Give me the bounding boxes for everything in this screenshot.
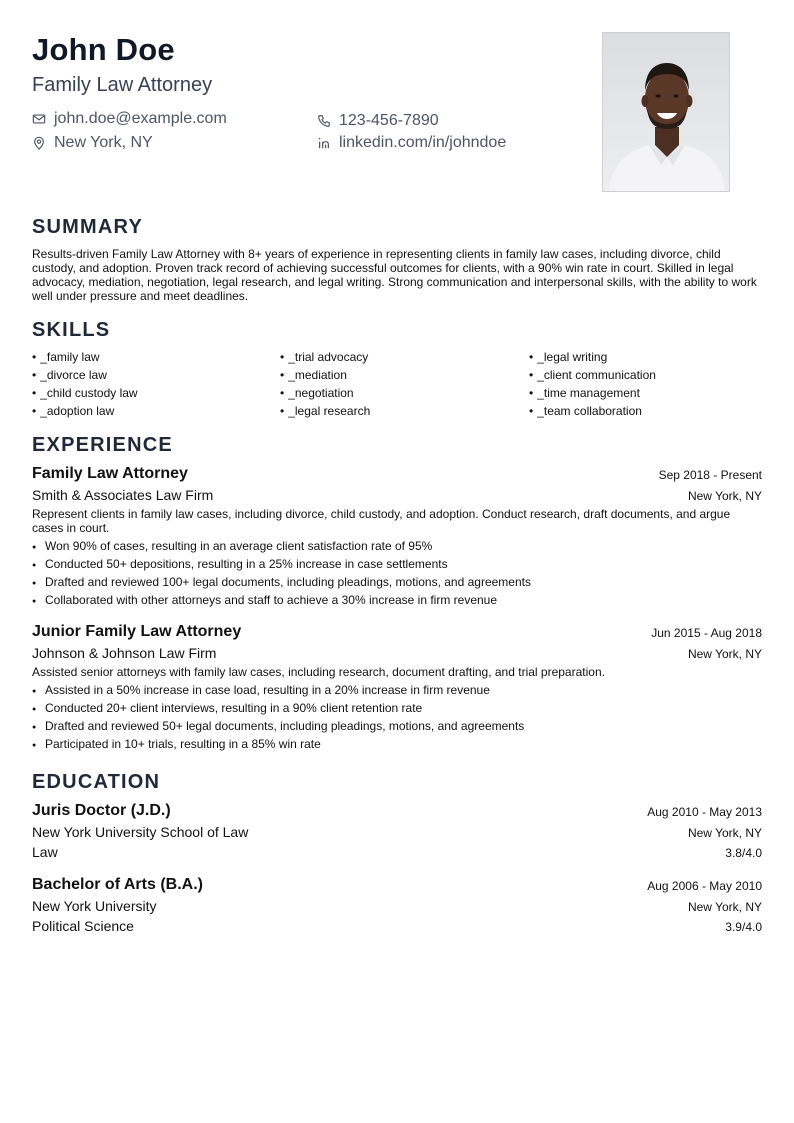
linkedin-icon bbox=[317, 136, 331, 150]
skill-item: • _adoption law bbox=[32, 403, 114, 419]
resume-header bbox=[32, 30, 572, 151]
skill-item: • _legal research bbox=[280, 403, 370, 419]
person-portrait-icon bbox=[603, 33, 730, 192]
job-achievements bbox=[32, 537, 762, 609]
contact-linkedin[interactable] bbox=[317, 132, 506, 154]
education-heading: EDUCATION bbox=[32, 771, 161, 793]
job-description: Assisted senior attorneys with family law cases, including research, document drafting, and trial preparation. bbox=[32, 665, 605, 679]
experience-entry bbox=[32, 622, 762, 757]
achievement-item: ● Drafted and reviewed 50+ legal documents, including pleadings, motions, and agreements bbox=[32, 717, 762, 735]
school-name: New York University School of Law bbox=[32, 824, 249, 840]
job-location: New York, NY bbox=[687, 647, 762, 661]
education-entry bbox=[32, 801, 762, 865]
profile-photo bbox=[602, 32, 730, 192]
job-dates: Jun 2015 - Aug 2018 bbox=[651, 626, 762, 640]
degree-title: Bachelor of Arts (B.A.) bbox=[32, 876, 203, 893]
field-of-study: Political Science bbox=[32, 918, 134, 934]
candidate-title: Family Law Attorney bbox=[32, 74, 213, 96]
skill-item: • _team collaboration bbox=[529, 403, 642, 419]
education-entry bbox=[32, 875, 762, 939]
job-title: Junior Family Law Attorney bbox=[32, 623, 242, 640]
gpa: 3.8/4.0 bbox=[725, 846, 762, 860]
gpa: 3.9/4.0 bbox=[725, 920, 762, 934]
education-dates: Aug 2006 - May 2010 bbox=[647, 879, 762, 893]
mail-icon bbox=[32, 112, 46, 126]
achievement-item: ● Conducted 20+ client interviews, resulting in a 90% client retention rate bbox=[32, 699, 762, 717]
location-text: New York, NY bbox=[54, 134, 153, 151]
experience-entry bbox=[32, 464, 762, 614]
job-company: Johnson & Johnson Law Firm bbox=[32, 645, 217, 661]
degree-title: Juris Doctor (J.D.) bbox=[32, 802, 171, 819]
skill-item: • _child custody law bbox=[32, 385, 138, 401]
contact-email[interactable] bbox=[32, 108, 227, 130]
linkedin-text[interactable]: linkedin.com/in/johndoe bbox=[339, 134, 507, 151]
achievement-item: ● Assisted in a 50% increase in case load, resulting in a 20% increase in firm revenue bbox=[32, 681, 762, 699]
skill-item: • _family law bbox=[32, 349, 100, 365]
skill-item: • _time management bbox=[529, 385, 640, 401]
experience-heading: EXPERIENCE bbox=[32, 434, 173, 456]
achievement-item: ● Drafted and reviewed 100+ legal documents, including pleadings, motions, and agreements bbox=[32, 573, 762, 591]
contact-location bbox=[32, 132, 153, 154]
skill-item: • _divorce law bbox=[32, 367, 107, 383]
field-of-study: Law bbox=[32, 844, 58, 860]
location-pin-icon bbox=[32, 136, 46, 150]
job-achievements bbox=[32, 681, 762, 753]
achievement-item: ● Collaborated with other attorneys and staff to achieve a 30% increase in firm revenue bbox=[32, 591, 762, 609]
achievement-item: ● Conducted 50+ depositions, resulting in a 25% increase in case settlements bbox=[32, 555, 762, 573]
skill-item: • _legal writing bbox=[529, 349, 607, 365]
skills-heading: SKILLS bbox=[32, 319, 111, 341]
achievement-item: ● Won 90% of cases, resulting in an average client satisfaction rate of 95% bbox=[32, 537, 762, 555]
skill-item: • _client communication bbox=[529, 367, 656, 383]
skill-item: • _mediation bbox=[280, 367, 347, 383]
contact-phone[interactable] bbox=[317, 110, 439, 132]
school-name: New York University bbox=[32, 898, 157, 914]
phone-icon bbox=[317, 114, 331, 128]
summary-text: Results-driven Family Law Attorney with 8+ years of experience in representing clients in family law cases, including divorce, child custody, and adoption. Proven track record of achieving successful outcomes for clients, with a 90% win rate in court. Skilled in legal advocacy, mediation, negotiation, legal research, and legal writing. Strong communication and interpersonal skills, with the ability to work well under pressure and meet deadlines. bbox=[32, 247, 757, 303]
achievement-item: ● Participated in 10+ trials, resulting in a 85% win rate bbox=[32, 735, 762, 753]
school-location: New York, NY bbox=[687, 900, 762, 914]
summary-heading: SUMMARY bbox=[32, 216, 143, 238]
email-text[interactable]: john.doe@example.com bbox=[54, 110, 227, 127]
skill-item: • _negotiation bbox=[280, 385, 354, 401]
job-location: New York, NY bbox=[687, 489, 762, 503]
candidate-name: John Doe bbox=[32, 32, 175, 67]
phone-text[interactable]: 123-456-7890 bbox=[339, 112, 439, 129]
skill-item: • _trial advocacy bbox=[280, 349, 368, 365]
job-dates: Sep 2018 - Present bbox=[658, 468, 762, 482]
school-location: New York, NY bbox=[687, 826, 762, 840]
job-title: Family Law Attorney bbox=[32, 465, 188, 482]
job-description: Represent clients in family law cases, including divorce, child custody, and adoption. Conduct research, draft documents, and argue cases in court. bbox=[32, 507, 731, 535]
job-company: Smith & Associates Law Firm bbox=[32, 487, 214, 503]
education-dates: Aug 2010 - May 2013 bbox=[647, 805, 762, 819]
